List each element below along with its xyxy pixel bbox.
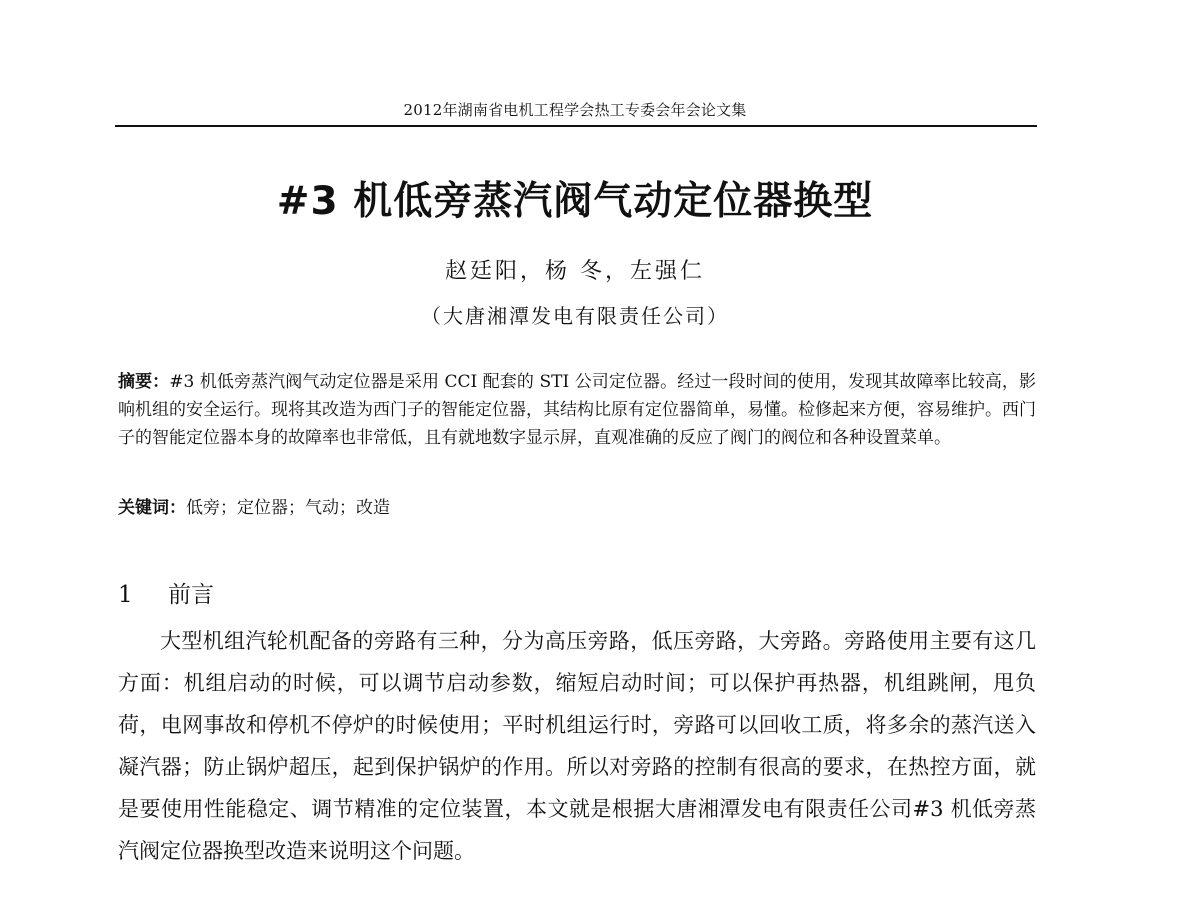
abstract-text: #3 机低旁蒸汽阀气动定位器是采用 CCI 配套的 STI 公司定位器。经过一段时间的使用，发现其故障率比较高，影响机组的安全运行。现将其改造为西门子的智能定位器，其结构比原有定位器简单，易懂。检修起来方便，容易维护。西门子的智能定位器本身的故障率也非常低，且有就地数字显示屏，直观准确的反应了阀门的阀位和各种设置菜单。	[118, 372, 1036, 448]
paper-title: #3 机低旁蒸汽阀气动定位器换型	[276, 179, 874, 224]
abstract-label: 摘要：	[118, 372, 170, 392]
section-title: 前言	[168, 582, 214, 608]
section-number: 1	[118, 582, 133, 608]
author-affiliation: （大唐湘潭发电有限责任公司）	[421, 304, 729, 328]
running-header: 2012年湖南省电机工程学会热工专委会年会论文集	[403, 101, 747, 119]
abstract	[118, 368, 1036, 452]
keywords-text: 低旁；定位器；气动；改造	[186, 498, 390, 518]
author-list: 赵廷阳，杨 冬，左强仁	[445, 259, 705, 284]
keywords	[118, 494, 1036, 522]
section-heading	[118, 576, 214, 609]
header-divider	[115, 125, 1037, 127]
keywords-label: 关键词：	[118, 498, 186, 518]
body-paragraph: 大型机组汽轮机配备的旁路有三种，分为高压旁路，低压旁路，大旁路。旁路使用主要有这几方面：机组启动的时候，可以调节启动参数，缩短启动时间；可以保护再热器，机组跳闸，甩负荷，电网事故和停机不停炉的时候使用；平时机组运行时，旁路可以回收工质，将多余的蒸汽送入凝汽器；防止锅炉超压，起到保护锅炉的作用。所以对旁路的控制有很高的要求，在热控方面，就是要使用性能稳定、调节精准的定位装置，本文就是根据大唐湘潭发电有限责任公司#3 机低旁蒸汽阀定位器换型改造来说明这个问题。	[118, 629, 1036, 863]
